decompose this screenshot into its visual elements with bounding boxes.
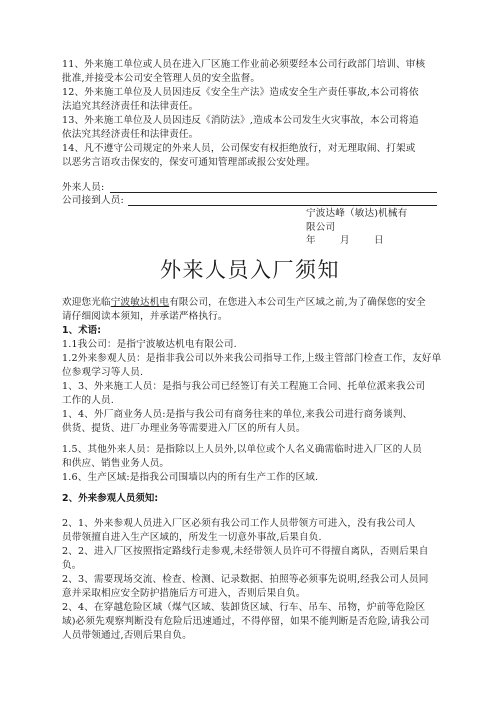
document-title: 外来人员入厂须知	[160, 258, 340, 282]
date-day-label: 日	[374, 235, 384, 246]
intro-line-1	[62, 296, 426, 310]
visitor-rule-2-1-line-2: 员带领擅自进入生产区域的，所发生一切意外事故,后果自负.	[62, 532, 322, 543]
rule-12-line-2: 法追究其经济责任和法律责任。	[62, 101, 199, 112]
term-1-3-line-2: 工作的人员.	[62, 395, 114, 406]
term-1-5-line-2: 和供应、销售业务人员。	[62, 458, 170, 469]
receiver-signature-line	[128, 205, 437, 206]
company-name-underlined: 宁波敏达机电	[110, 297, 170, 308]
intro-line-2: 请仔细阅读本须知，并承诺严格执行。	[62, 311, 228, 322]
term-1-4-line-1: 1、4、外厂商业务人员:是指与我公司有商务往来的单位,来我公司进行商务谈判、	[62, 409, 413, 420]
visitor-rule-2-4-line-3: 人员带领通过,否则后果自负。	[62, 630, 192, 641]
visitor-rule-2-4-line-2: 域)必须先观察判断没有危险后迅速通过，不得停留，如果不能判断是否危险,请我公司	[62, 616, 430, 627]
intro-suffix: 有限公司，在您进入本公司生产区域之前,为了确保您的安全	[169, 297, 426, 308]
term-1-4-line-2: 供货、提货、进厂办理业务等需要进入厂区的所有人员。	[62, 423, 306, 434]
section-2-heading: 2、外来参观人员须知:	[62, 493, 159, 504]
rule-14-line-2: 以恶劣言语攻击保安的，保安可通知管理部或报公安处理。	[62, 157, 316, 168]
term-1-3-line-1: 1、3、外来施工人员：是指与我公司已经签订有关工程施工合同、托单位派来我公司	[62, 381, 426, 392]
section-1-heading: 1、术语:	[62, 325, 102, 336]
intro-prefix: 欢迎您光临	[62, 297, 111, 308]
visitor-rule-2-2-line-1: 2、2、进入厂区按照指定路线行走参观,未经带领人员许可不得擅自离队，否则后果自	[62, 546, 429, 557]
rule-11-line-2: 批准,并接受本公司安全管理人员的安全监督。	[62, 73, 261, 84]
visitor-rule-2-1-line-1: 2、1、外来参观人员进入厂区必须有我公司工作人员带领方可进入，没有我公司人	[62, 518, 416, 529]
visitor-rule-2-2-line-2: 负。	[62, 560, 82, 571]
company-name-line-1: 宁波达峰（敏达)机械有	[306, 208, 408, 219]
term-1-6: 1.6、生产区域:是指我公司围墙以内的所有生产工作的区域.	[62, 472, 319, 483]
term-1-2-line-1: 1.2外来参观人员：是指非我公司以外来我公司指导工作,上级主管部门检查工作，友好单	[62, 353, 442, 364]
company-name-line-2: 限公司	[306, 222, 336, 233]
visitor-signature-line	[110, 192, 437, 193]
rule-13-line-1: 13、外来施工单位及人员因违反《消防法》,造成本公司发生火灾事故，本公司将追	[62, 115, 419, 126]
visitor-rule-2-4-line-1: 2、4、在穿越危险区域（煤气区域、装卸货区域、行车、吊车、吊物，炉前等危险区	[62, 602, 426, 613]
visitor-rule-2-3-line-2: 意并采取相应安全防护措施后方可进入，否则后果自负。	[62, 588, 306, 599]
visitor-signature-label: 外来人员:	[62, 182, 105, 193]
term-1-5-line-1: 1.5、其他外来人员：是指除以上人员外,以单位或个人名义确需临时进入厂区的人员	[62, 444, 422, 455]
visitor-rule-2-3-line-1: 2、3、需要现场交流、检查、检测、记录数据、拍照等必须事先说明,经我公司人员同	[62, 574, 429, 585]
date-year-label: 年	[306, 235, 316, 246]
rule-13-line-2: 依法究其经济责任和法律责任。	[62, 129, 199, 140]
date-month-label: 月	[340, 235, 350, 246]
term-1-2-line-2: 位参观学习等人员.	[62, 367, 144, 378]
rule-11-line-1: 11、外来施工单位或人员在进入厂区施工作业前必须要经本公司行政部门培训、审核	[62, 59, 426, 70]
rule-14-line-1: 14、凡不遵守公司规定的外来人员，公司保安有权拒绝放行，对无理取闹、打架或	[62, 143, 416, 154]
term-1-1: 1.1我公司：是指宁波敏达机电有限公司.	[62, 339, 237, 350]
rule-12-line-1: 12、外来施工单位及人员因违反《安全生产法》造成安全生产责任事故,本公司将依	[62, 87, 419, 98]
receiver-signature-label: 公司接到人员:	[62, 195, 124, 206]
